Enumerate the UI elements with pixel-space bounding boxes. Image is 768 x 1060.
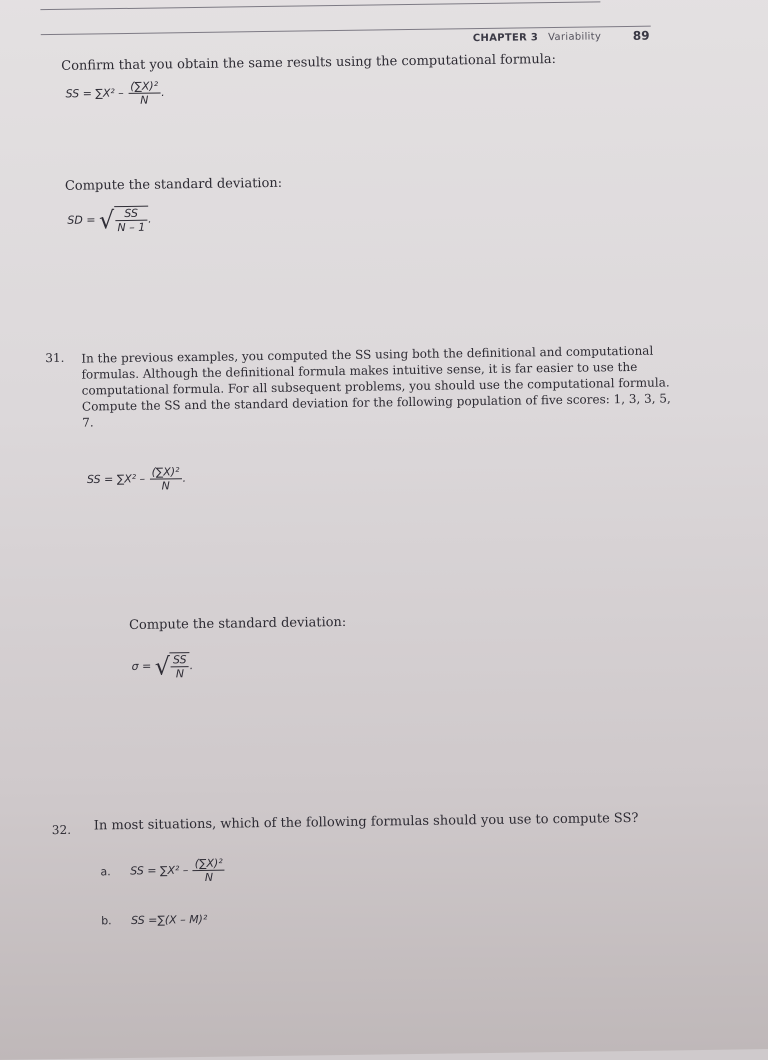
numerator: (∑X)² <box>193 857 225 871</box>
running-header <box>473 31 601 44</box>
sigma-formula <box>131 652 193 681</box>
radical-sign: √ <box>154 652 171 681</box>
formula-lhs: SS = ∑X² – <box>65 86 124 101</box>
denominator: N – 1 <box>117 220 146 235</box>
denominator: N <box>204 870 214 884</box>
option-b-label: b. <box>101 914 112 928</box>
denominator: N <box>140 93 149 107</box>
fraction <box>149 465 181 492</box>
square-root <box>99 206 148 235</box>
page-number: 89 <box>632 28 650 43</box>
option-b <box>101 913 207 927</box>
radical-sign: √ <box>98 206 115 235</box>
formula-lhs: SD = <box>67 213 96 227</box>
option-b-formula: SS =∑(X – M)² <box>131 912 208 927</box>
formula-end: . <box>147 212 152 226</box>
formula-lhs: SS = ∑X² – <box>86 472 146 487</box>
fraction <box>128 79 160 106</box>
denominator: N <box>175 667 185 681</box>
q31-ss-formula <box>87 465 186 493</box>
chapter-title: Variability <box>548 31 602 44</box>
sd-formula <box>67 206 152 235</box>
numerator: (∑X)² <box>149 465 181 479</box>
top-rule <box>40 1 600 10</box>
numerator: SS <box>171 653 189 667</box>
question-32-text: In most situations, which of the following formulas should you use to compute SS? <box>93 810 639 834</box>
ss-computational-formula <box>65 79 164 107</box>
formula-lhs: SS = ∑X² – <box>130 863 189 878</box>
option-a-label: a. <box>100 864 111 878</box>
formula-end: . <box>189 659 194 673</box>
computational-formula-instruction: Confirm that you obtain the same results using the computational formula: <box>61 51 557 74</box>
formula-end: . <box>161 85 165 99</box>
chapter-label: CHAPTER 3 <box>472 32 539 45</box>
numerator: SS <box>115 207 147 221</box>
question-32-number: 32. <box>51 822 72 838</box>
option-a <box>100 857 226 886</box>
question-31-text: In the previous examples, you computed the SS using both the definitional and computational formulas. Although the definitional formula makes intuitive sense, it is far easier to use the computational formula. For all subsequent problems, you should use the computational formula. Compute the SS and the standard deviation for the following population of five scores: 1, 3, 3, 5, 7. <box>81 343 671 430</box>
fraction <box>193 857 225 884</box>
q31-sd-instruction: Compute the standard deviation: <box>128 614 347 633</box>
formula-end: . <box>182 471 187 485</box>
standard-deviation-instruction: Compute the standard deviation: <box>64 175 283 194</box>
formula-lhs: σ = <box>131 659 152 673</box>
square-root <box>155 652 190 680</box>
denominator: N <box>161 479 170 493</box>
question-31-number: 31. <box>45 350 65 366</box>
numerator: (∑X)² <box>128 79 160 93</box>
